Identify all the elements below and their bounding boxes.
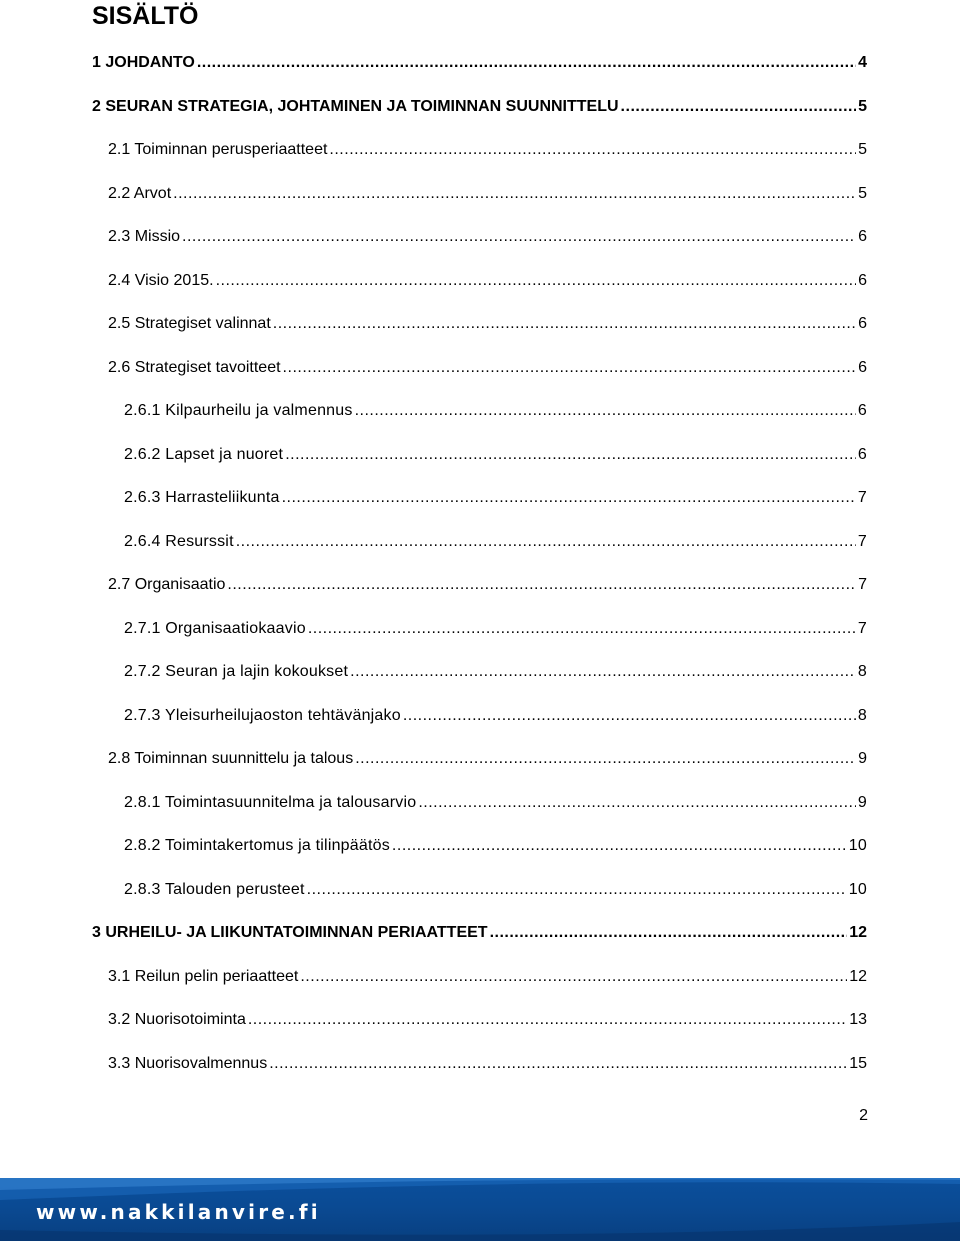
toc-entry-label: 2.6.3 Harrasteliikunta xyxy=(124,489,280,506)
toc-entry-page: 5 xyxy=(858,141,867,158)
toc-entry[interactable] xyxy=(108,138,867,162)
toc-entry-label: 3.1 Reilun pelin periaatteet xyxy=(108,968,299,985)
toc-entry-page: 6 xyxy=(858,359,867,376)
toc-entry-page: 5 xyxy=(858,98,867,115)
toc-entry[interactable] xyxy=(124,704,867,728)
footer-website-url[interactable]: www.nakkilanvire.fi xyxy=(36,1200,321,1224)
page-number: 2 xyxy=(859,1107,868,1124)
toc-dot-leader xyxy=(173,182,856,206)
toc-entry-label: 2.3 Missio xyxy=(108,228,181,245)
toc-dot-leader xyxy=(621,95,857,119)
toc-entry-page: 8 xyxy=(857,663,867,680)
toc-dot-leader xyxy=(403,704,856,728)
toc-dot-leader xyxy=(273,312,856,336)
toc-entry[interactable] xyxy=(92,921,867,945)
toc-dot-leader xyxy=(300,965,847,989)
toc-entry-page: 6 xyxy=(858,272,867,289)
toc-dot-leader xyxy=(355,747,856,771)
toc-dot-leader xyxy=(490,921,848,945)
toc-entry-label: 2.7.3 Yleisurheilujaoston tehtävänjako xyxy=(124,707,401,724)
toc-dot-leader xyxy=(269,1052,847,1076)
toc-entry[interactable] xyxy=(124,878,867,902)
toc-entry-label: 2.8.2 Toimintakertomus ja tilinpäätös xyxy=(124,837,390,854)
toc-entry[interactable] xyxy=(108,965,867,989)
toc-entry-page: 9 xyxy=(858,750,867,767)
toc-entry-page: 13 xyxy=(849,1011,867,1028)
toc-entry[interactable] xyxy=(124,660,867,684)
toc-entry[interactable] xyxy=(92,95,867,119)
toc-entry-page: 6 xyxy=(858,228,867,245)
toc-entry-page: 8 xyxy=(857,707,867,724)
toc-entry-label: 2.6.4 Resurssit xyxy=(124,533,234,550)
footer-band xyxy=(0,1178,960,1241)
toc-entry-label: 2.6 Strategiset tavoitteet xyxy=(108,359,281,376)
toc-entry[interactable] xyxy=(92,51,867,75)
page-title: SISÄLTÖ xyxy=(92,2,199,30)
toc-entry[interactable] xyxy=(108,1052,867,1076)
toc-dot-leader xyxy=(392,834,847,858)
toc-entry-page: 15 xyxy=(849,1055,867,1072)
toc-entry-label: 2.1 Toiminnan perusperiaatteet xyxy=(108,141,328,158)
toc-entry-page: 10 xyxy=(848,881,867,898)
toc-dot-leader xyxy=(236,530,856,554)
toc-dot-leader xyxy=(182,225,856,249)
toc-dot-leader xyxy=(283,356,857,380)
toc-entry-page: 7 xyxy=(857,620,867,637)
toc-entry[interactable] xyxy=(108,747,867,771)
toc-entry-label: 2.7.2 Seuran ja lajin kokoukset xyxy=(124,663,349,680)
toc-dot-leader xyxy=(282,486,856,510)
toc-entry-label: 3.2 Nuorisotoiminta xyxy=(108,1011,246,1028)
toc-entry[interactable] xyxy=(108,356,867,380)
toc-dot-leader xyxy=(197,51,856,75)
toc-entry-page: 7 xyxy=(857,533,867,550)
toc-entry-label: 2.8.1 Toimintasuunnitelma ja talousarvio xyxy=(124,794,417,811)
toc-entry[interactable] xyxy=(108,225,867,249)
toc-entry[interactable] xyxy=(108,573,867,597)
toc-dot-leader xyxy=(350,660,856,684)
toc-dot-leader xyxy=(248,1008,847,1032)
toc-entry-page: 5 xyxy=(858,185,867,202)
toc-dot-leader xyxy=(216,269,857,293)
toc-entry[interactable] xyxy=(108,269,867,293)
toc-dot-leader xyxy=(355,399,856,423)
toc-dot-leader xyxy=(329,138,856,162)
toc-entry[interactable] xyxy=(124,486,867,510)
toc-dot-leader xyxy=(307,878,847,902)
toc-entry-label: 2.6.2 Lapset ja nuoret xyxy=(124,446,284,463)
toc-entry-label: 2.2 Arvot xyxy=(108,185,172,202)
toc-entry[interactable] xyxy=(124,791,867,815)
toc-entry-page: 12 xyxy=(849,968,867,985)
toc-entry-label: 2.8.3 Talouden perusteet xyxy=(124,881,305,898)
toc-entry-label: 3.3 Nuorisovalmennus xyxy=(108,1055,268,1072)
toc-entry[interactable] xyxy=(108,182,867,206)
toc-entry-page: 9 xyxy=(857,794,867,811)
toc-entry-label: 3 URHEILU- JA LIIKUNTATOIMINNAN PERIAATTEET xyxy=(92,924,488,941)
toc-entry[interactable] xyxy=(124,399,867,423)
toc-entry-page: 7 xyxy=(858,576,867,593)
toc-entry-page: 6 xyxy=(857,446,867,463)
toc-entry[interactable] xyxy=(108,312,867,336)
toc-entry-label: 2 SEURAN STRATEGIA, JOHTAMINEN JA TOIMINNAN SUUNNITTELU xyxy=(92,98,619,115)
toc-entry-page: 10 xyxy=(848,837,867,854)
toc-entry-label: 2.6.1 Kilpaurheilu ja valmennus xyxy=(124,402,353,419)
toc-dot-leader xyxy=(308,617,856,641)
toc-entry[interactable] xyxy=(124,530,867,554)
toc-entry-page: 6 xyxy=(857,402,867,419)
toc-entry-label: 2.7.1 Organisaatiokaavio xyxy=(124,620,306,637)
toc-dot-leader xyxy=(227,573,856,597)
toc-entry-label: 2.8 Toiminnan suunnittelu ja talous xyxy=(108,750,354,767)
toc-entry-label: 2.7 Organisaatio xyxy=(108,576,226,593)
toc-entry[interactable] xyxy=(124,834,867,858)
toc-entry-page: 4 xyxy=(858,54,867,71)
toc-dot-leader xyxy=(285,443,856,467)
toc-entry-page: 6 xyxy=(858,315,867,332)
toc-entry-label: 2.4 Visio 2015. xyxy=(108,272,214,289)
toc-entry[interactable] xyxy=(124,443,867,467)
toc-entry-label: 2.5 Strategiset valinnat xyxy=(108,315,271,332)
toc-entry[interactable] xyxy=(108,1008,867,1032)
toc-entry-page: 12 xyxy=(849,924,867,941)
toc-entry-page: 7 xyxy=(857,489,867,506)
toc-dot-leader xyxy=(418,791,856,815)
toc-entry-label: 1 JOHDANTO xyxy=(92,54,195,71)
toc-entry[interactable] xyxy=(124,617,867,641)
